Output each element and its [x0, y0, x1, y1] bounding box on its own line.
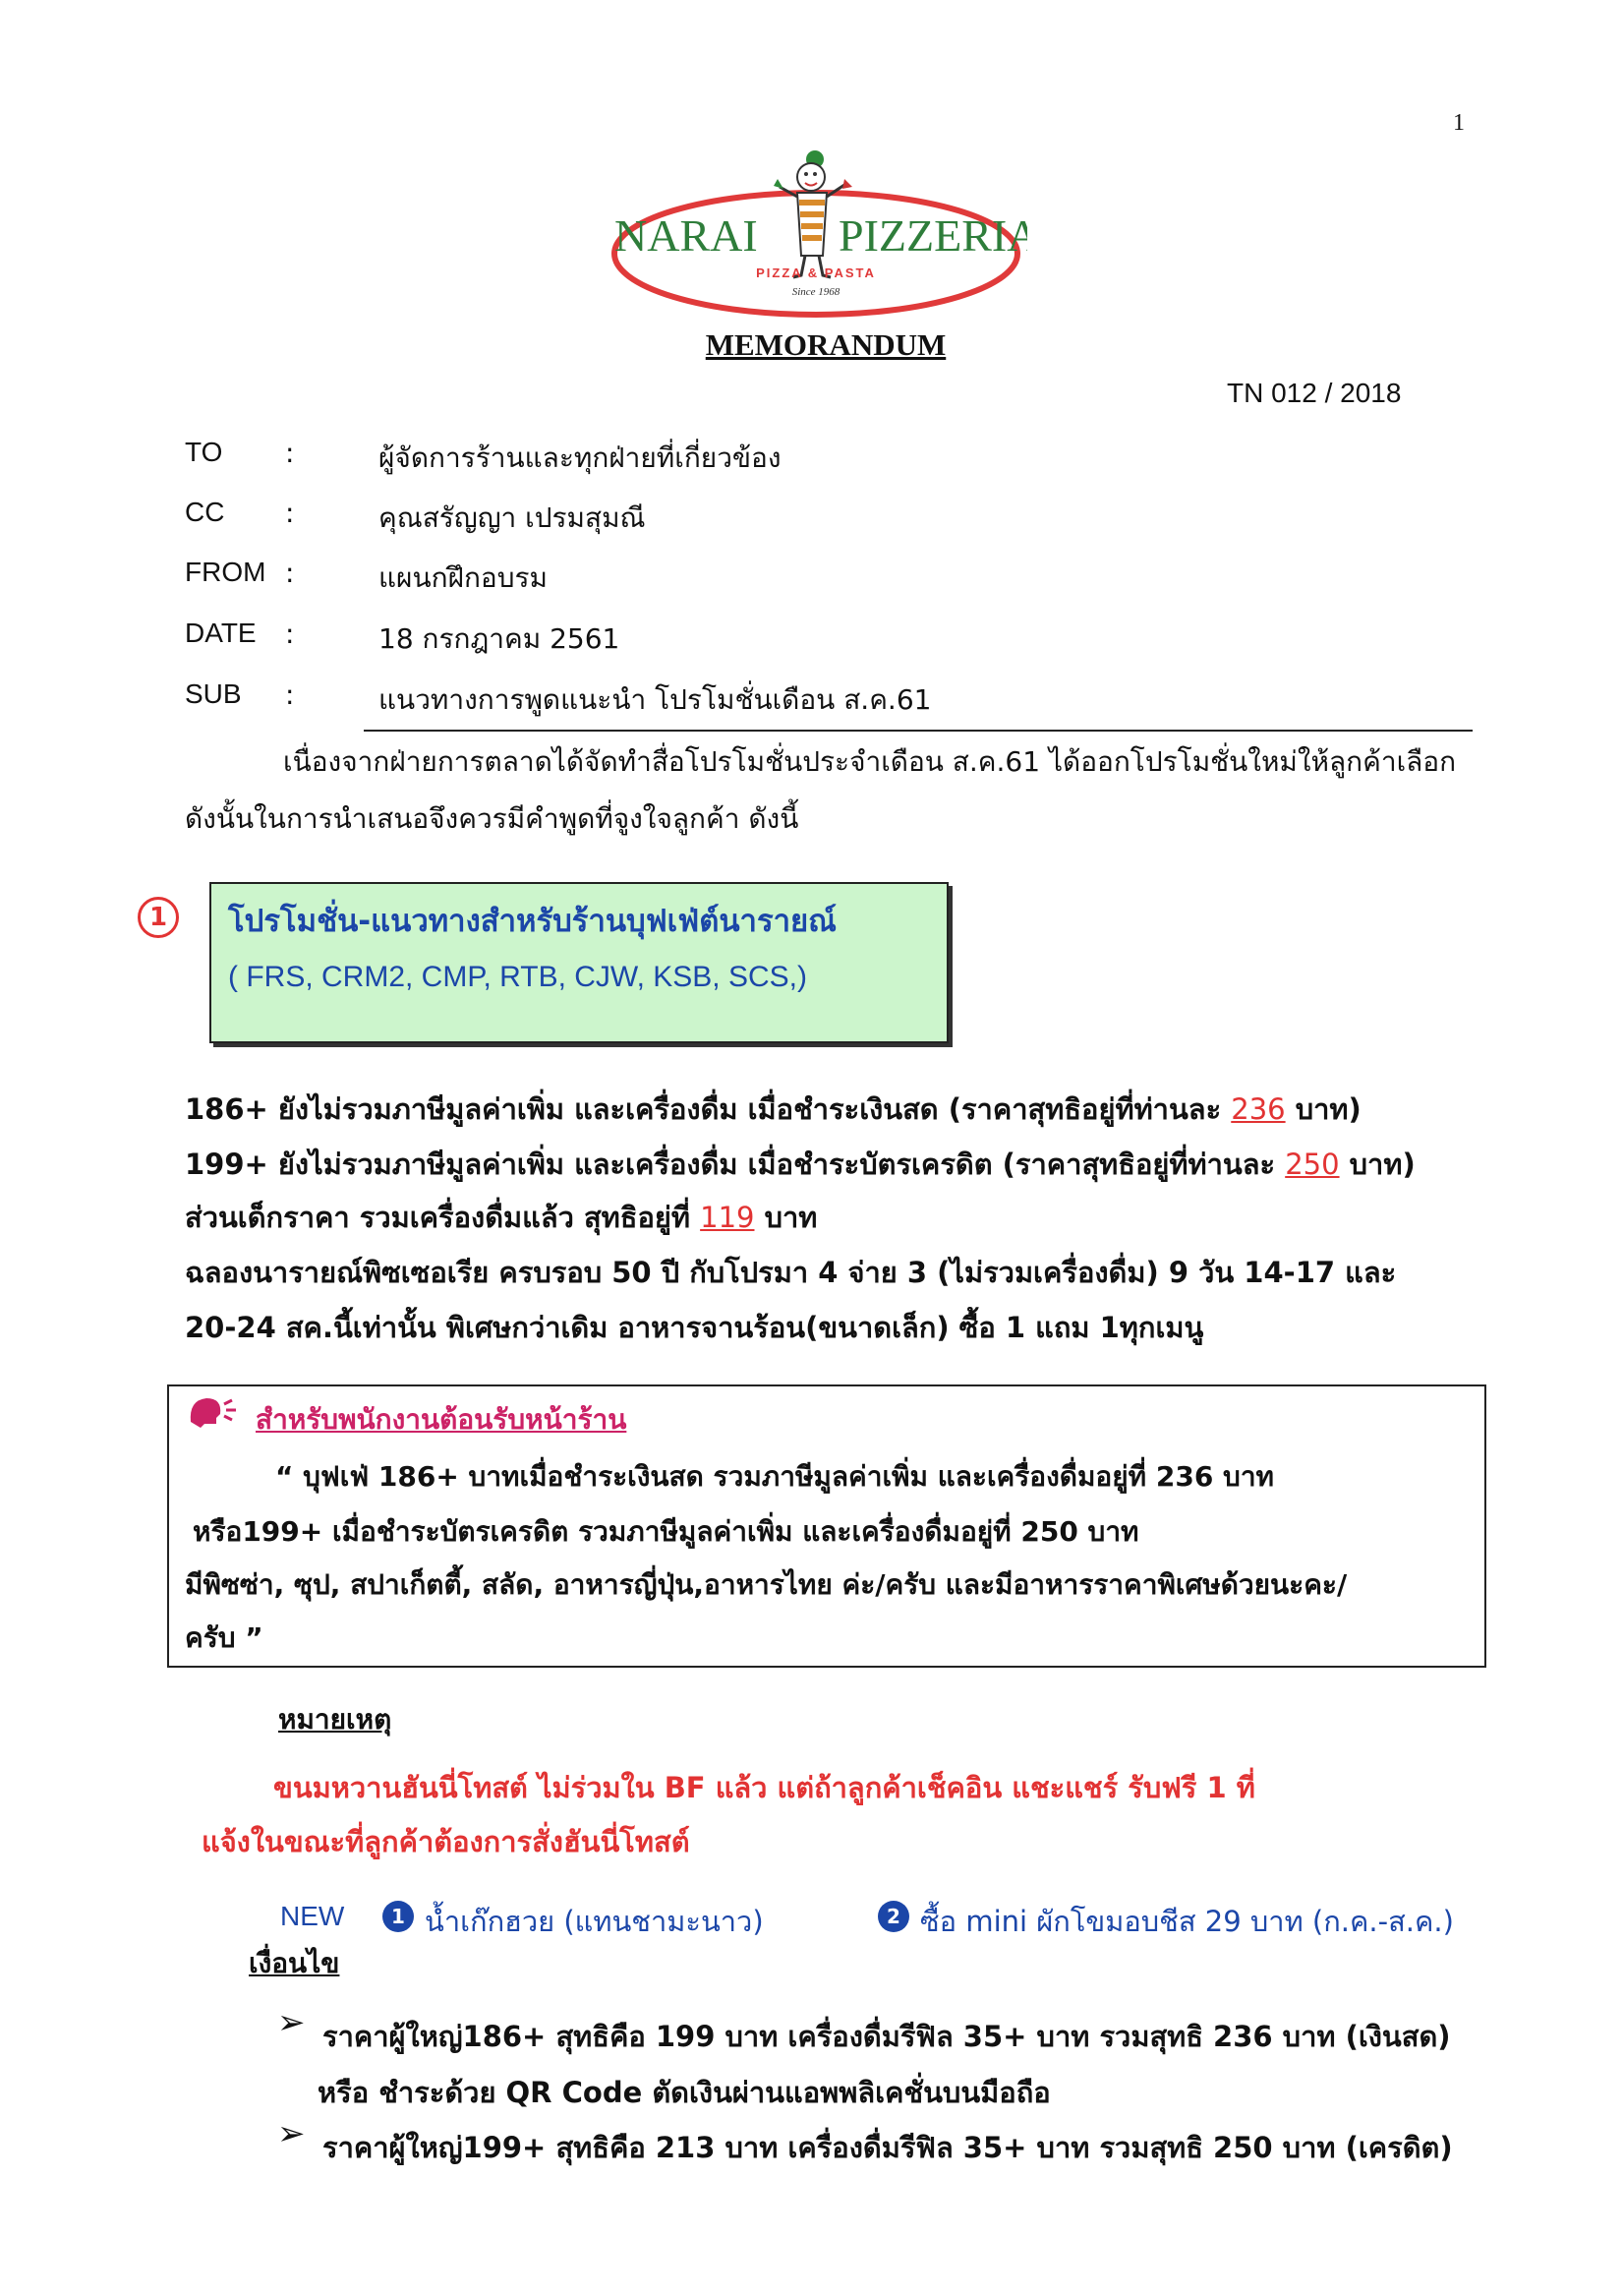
anniversary-line-1: ฉลองนารายณ์พิซเซอเรีย ครบรอบ 50 ปี กับโปรมา 4 จ่าย 3 (ไม่รวมเครื่องดื่ม) 9 วัน 14-17 และ	[185, 1256, 1397, 1289]
price-line-2-end: บาท)	[1339, 1148, 1416, 1181]
condition-1-line-1: ราคาผู้ใหญ่186+ สุทธิคือ 199 บาท เครื่องดื่มรีฟิล 35+ บาท รวมสุทธิ 236 บาท (เงินสด)	[322, 2020, 1451, 2053]
speaking-head-icon	[187, 1392, 238, 1436]
price-child-value: 119	[700, 1201, 755, 1234]
cc-colon: :	[285, 497, 295, 529]
header-divider	[364, 730, 1473, 732]
document-number: TN 012 / 2018	[1227, 378, 1402, 408]
from-value: แผนกฝึกอบรม	[378, 561, 548, 594]
to-value: ผู้จัดการร้านและทุกฝ่ายที่เกี่ยวข้อง	[378, 442, 782, 474]
staff-script-line-4: ครับ ”	[185, 1621, 263, 1654]
logo-brand-right: PIZZERIA	[839, 210, 1027, 261]
section-number-badge: 1	[138, 897, 179, 938]
promo-branches: ( FRS, CRM2, CMP, RTB, CJW, KSB, SCS,)	[228, 961, 807, 993]
staff-script-title: สำหรับพนักงานต้อนรับหน้าร้าน	[256, 1403, 627, 1436]
price-credit-value: 250	[1285, 1148, 1340, 1181]
price-line-1	[185, 1087, 1362, 1132]
note-line-1: ขนมหวานฮันนี่โทสต์ ไม่ร่วมใน BF แล้ว แต่ถ้าลูกค้าเช็คอิน แชะแชร์ รับฟรี 1 ที่	[273, 1771, 1255, 1804]
new-item-1-badge: 1	[382, 1901, 414, 1932]
price-cash-value: 236	[1231, 1092, 1286, 1126]
promo-title: โปรโมชั่น-แนวทางสำหรับร้านบุฟเฟ่ต์นารายณ์	[228, 904, 837, 939]
price-line-1-end: บาท)	[1285, 1092, 1362, 1126]
anniversary-line-2: 20-24 สค.นี้เท่านั้น พิเศษกว่าเดิม อาหารจานร้อน(ขนาดเล็ก) ซื้อ 1 แถม 1ทุกเมนู	[185, 1311, 1204, 1344]
new-item-1: น้ำเก๊กฮวย (แทนชามะนาว)	[425, 1905, 764, 1938]
logo-graphic	[605, 138, 1027, 334]
price-line-3-text: ส่วนเด็กราคา รวมเครื่องดื่มแล้ว สุทธิอยู่ที่	[185, 1201, 701, 1234]
price-line-1-text: 186+ ยังไม่รวมภาษีมูลค่าเพิ่ม และเครื่องดื่ม เมื่อชำระเงินสด (ราคาสุทธิอยู่ที่ท่านละ	[185, 1092, 1232, 1126]
condition-1-line-2: หรือ ชำระด้วย QR Code ตัดเงินผ่านแอพพลิเคชั่นบนมือถือ	[318, 2076, 1051, 2109]
page-number: 1	[1453, 110, 1465, 136]
conditions-heading: เงื่อนไข	[249, 1947, 340, 1979]
intro-line-1: เนื่องจากฝ่ายการตลาดได้จัดทำสื่อโปรโมชั่นประจำเดือน ส.ค.61 ได้ออกโปรโมชั่นใหม่ให้ลูกค้าเลือก	[283, 745, 1457, 778]
price-line-3-end: บาท	[754, 1201, 818, 1234]
condition-2-line-1: ราคาผู้ใหญ่199+ สุทธิคือ 213 บาท เครื่องดื่มรีฟิล 35+ บาท รวมสุทธิ 250 บาท (เครดิต)	[322, 2131, 1453, 2164]
new-item-2-badge: 2	[878, 1901, 909, 1932]
from-colon: :	[285, 557, 295, 589]
date-value: 18 กรกฎาคม 2561	[378, 622, 620, 655]
staff-script-line-2: หรือ199+ เมื่อชำระบัตรเครดิต รวมภาษีมูลค่าเพิ่ม และเครื่องดื่มอยู่ที่ 250 บาท	[193, 1515, 1139, 1548]
date-colon: :	[285, 618, 295, 650]
subject-label: SUB	[185, 678, 242, 709]
arrow-bullet-icon: ➢	[277, 2114, 306, 2153]
new-item-2: ซื้อ mini ผักโขมอบชีส 29 บาท (ก.ค.-ส.ค.)	[920, 1905, 1454, 1938]
price-line-3	[185, 1195, 817, 1240]
note-line-2: แจ้งในขณะที่ลูกค้าต้องการสั่งฮันนี่โทสต์	[202, 1825, 690, 1858]
from-label: FROM	[185, 557, 266, 587]
logo-since: Since 1968	[791, 286, 840, 298]
logo-tagline: PIZZA & PASTA	[756, 265, 876, 280]
to-colon: :	[285, 437, 295, 469]
arrow-bullet-icon: ➢	[277, 2003, 306, 2042]
price-line-2-text: 199+ ยังไม่รวมภาษีมูลค่าเพิ่ม และเครื่องดื่ม เมื่อชำระบัตรเครดิต (ราคาสุทธิอยู่ที่ท่านละ	[185, 1148, 1286, 1181]
logo-brand-left: NARAI	[614, 210, 758, 261]
memo-title: MEMORANDUM	[705, 327, 947, 362]
staff-script-box	[167, 1384, 1486, 1668]
narai-pizzeria-logo	[605, 138, 1027, 334]
subject-value: แนวทางการพูดแนะนำ โปรโมชั่นเดือน ส.ค.61	[378, 683, 932, 716]
staff-script-line-3: มีพิซซ่า, ซุป, สปาเก็ตตี้, สลัด, อาหารญี่ปุ่น,อาหารไทย ค่ะ/ครับ และมีอาหารราคาพิเศษด้วยนะคะ/	[185, 1568, 1348, 1601]
price-line-2	[185, 1142, 1416, 1187]
intro-line-2: ดังนั้นในการนำเสนอจึงควรมีคำพูดที่จูงใจลูกค้า ดังนี้	[185, 802, 799, 835]
staff-script-line-1: “ บุฟเฟ่ 186+ บาทเมื่อชำระเงินสด รวมภาษีมูลค่าเพิ่ม และเครื่องดื่มอยู่ที่ 236 บาท	[275, 1460, 1274, 1493]
to-label: TO	[185, 437, 223, 467]
subject-colon: :	[285, 678, 295, 711]
new-label: NEW	[280, 1901, 345, 1931]
promo-box	[209, 882, 949, 1043]
note-heading: หมายเหตุ	[278, 1703, 392, 1736]
date-label: DATE	[185, 618, 257, 648]
cc-label: CC	[185, 497, 225, 527]
cc-value: คุณสรัญญา เปรมสุมณี	[378, 501, 646, 534]
